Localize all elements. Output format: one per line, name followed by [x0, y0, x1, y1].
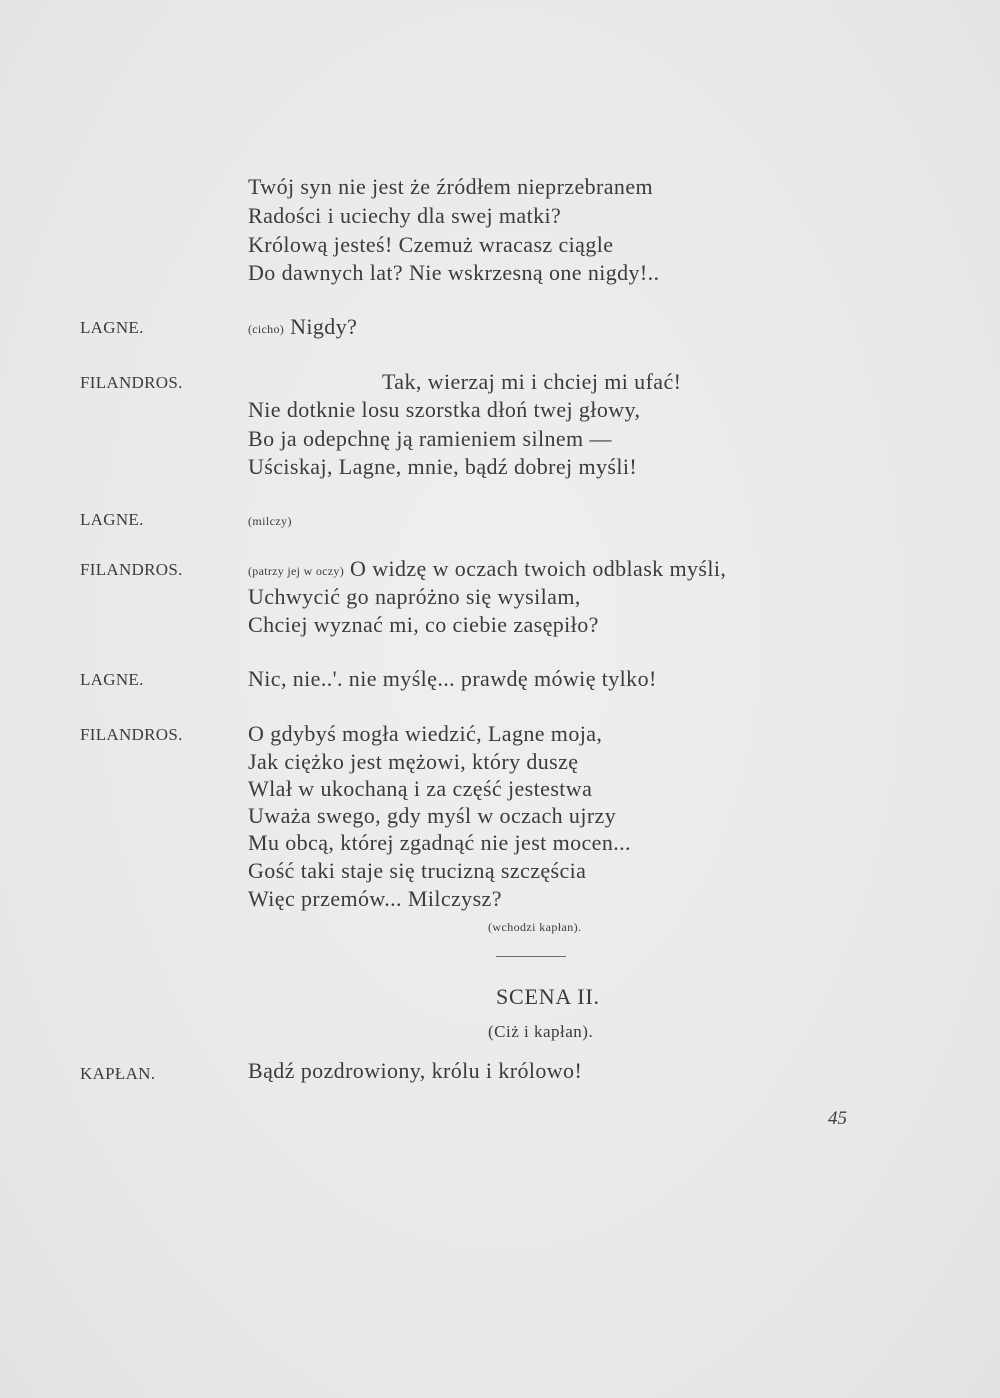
scene-title: SCENA II.	[496, 984, 600, 1009]
stage-direction: (milczy)	[248, 514, 292, 528]
speaker-name: FILANDROS.	[80, 725, 183, 744]
dialogue-line: Chciej wyznać mi, co ciebie zasępiło?	[248, 612, 599, 637]
speaker-name: FILANDROS.	[80, 373, 183, 392]
dialogue-line: Wlał w ukochaną i za część jestestwa	[248, 776, 593, 801]
dialogue-line: Bądź pozdrowiony, królu i królowo!	[248, 1058, 583, 1083]
speaker-name: LAGNE.	[80, 510, 144, 529]
speaker-name: LAGNE.	[80, 318, 144, 337]
dialogue-line: Nic, nie..'. nie myślę... prawdę mówię tylko!	[248, 666, 657, 691]
dialogue-line	[248, 314, 357, 340]
dialogue-line: Tak, wierzaj mi i chciej mi ufać!	[382, 369, 682, 394]
dialogue-line: Nie dotknie losu szorstka dłoń twej głowy,	[248, 397, 641, 422]
dialogue-line: Mu obcą, której zgadnąć nie jest mocen...	[248, 830, 631, 855]
dialogue-line: Jak ciężko jest mężowi, który duszę	[248, 749, 579, 774]
dialogue-line: Uściskaj, Lagne, mnie, bądź dobrej myśli!	[248, 454, 638, 479]
speaker-name: KAPŁAN.	[80, 1064, 156, 1083]
dialogue-line: O gdybyś mogła wiedzić, Lagne moja,	[248, 721, 603, 746]
dialogue-text: Nigdy?	[290, 314, 358, 339]
stage-direction: (cicho)	[248, 322, 285, 336]
verse-line: Do dawnych lat? Nie wskrzesną one nigdy!..	[248, 260, 660, 285]
stage-direction: (wchodzi kapłan).	[488, 920, 582, 934]
dialogue-line: Gość taki staje się trucizną szczęścia	[248, 858, 587, 883]
dialogue-text: O widzę w oczach twoich odblask myśli,	[350, 556, 727, 581]
dialogue-line: Bo ja odepchnę ją ramieniem silnem —	[248, 426, 612, 451]
stage-direction: (patrzy jej w oczy)	[248, 564, 344, 578]
speaker-name: LAGNE.	[80, 670, 144, 689]
speaker-name: FILANDROS.	[80, 560, 183, 579]
verse-line: Radości i uciechy dla swej matki?	[248, 203, 562, 228]
section-divider	[496, 956, 566, 957]
dialogue-line: Uważa swego, gdy myśl w oczach ujrzy	[248, 803, 617, 828]
dialogue-line	[248, 556, 726, 582]
verse-line: Królową jesteś! Czemuż wracasz ciągle	[248, 232, 614, 257]
verse-line: Twój syn nie jest że źródłem nieprzebranem	[248, 174, 654, 199]
dialogue-line: Uchwycić go napróżno się wysilam,	[248, 584, 581, 609]
page-number: 45	[828, 1108, 847, 1129]
dialogue-line: Więc przemów... Milczysz?	[248, 886, 502, 911]
scene-subtitle: (Ciż i kapłan).	[488, 1022, 594, 1041]
